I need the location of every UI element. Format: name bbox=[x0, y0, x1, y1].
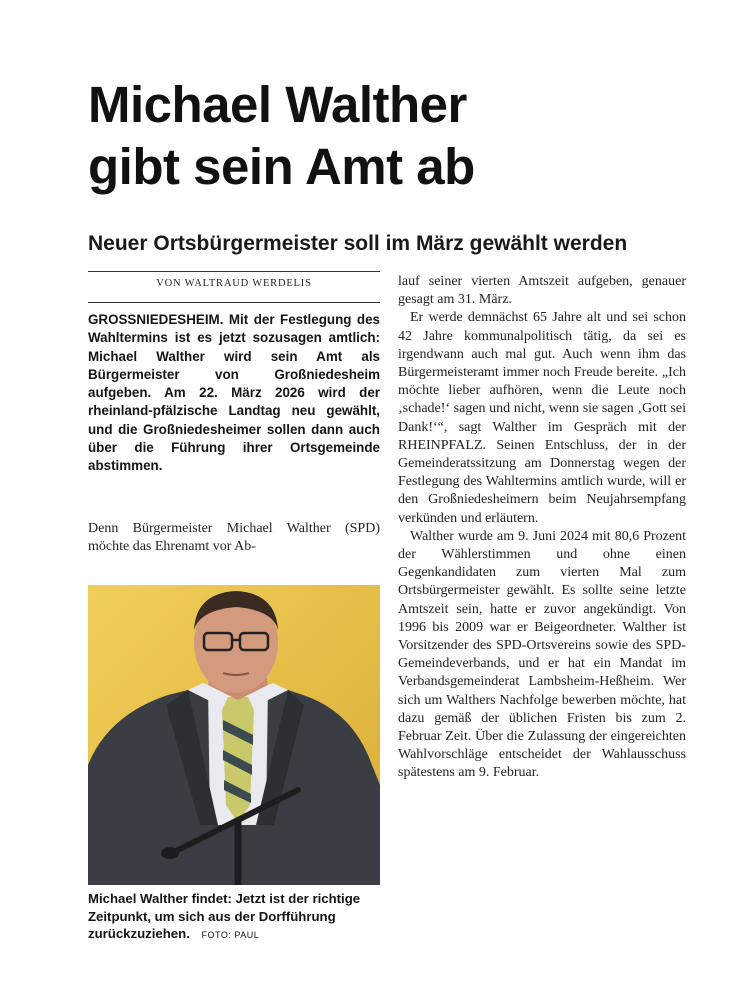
photo-caption bbox=[88, 890, 380, 945]
column-2-paragraph-3: Walther wurde am 9. Juni 2024 mit 80,6 Prozent der Wählerstimmen und ohne einen Gegenkandidaten zum vierten Mal zum Ortsbürgermeister gewählt. Es sollte seine letzte Amtszeit sein, hatte er zuvor angekündigt. Von 1996 bis 2009 war er Beigeordneter. Walther ist Vorsitzender des SPD-Ortsvereins sowie des SPD-Gemeindeverbands, und er hat ein Mandat im Verbandsgemeinderat Lambsheim-Heßheim. Wer sich um Walthers Nachfolge bewerben möchte, hat dazu gemäß der üblichen Fristen bis zum 2. Februar Zeit. Über die Zulassung der eingereichten Wahlvorschläge entscheidet der Wahlausschuss spätestens am 9. Februar. bbox=[398, 528, 686, 781]
byline: VON WALTRAUD WERDELIS bbox=[156, 278, 312, 289]
subheadline: Neuer Ortsbürgermeister soll im März gewählt werden bbox=[88, 232, 628, 255]
lead-text: Mit der Festlegung des Wahltermins ist es jetzt sozusagen amtlich: Michael Walther wird sein Amt als Bürgermeister von Großniedesheim aufgeben. Am 22. März 2026 wird der rheinland-pfälzische Landtag neu gewählt, und die Großniedesheimer sollen dann auch über die Führung ihrer Ortsgemeinde abstimmen. bbox=[88, 312, 380, 474]
headline bbox=[88, 74, 688, 198]
column-2 bbox=[398, 273, 686, 783]
byline-rule-top bbox=[88, 271, 380, 272]
portrait-photo bbox=[88, 585, 380, 885]
column-1-text: Denn Bürgermeister Michael Walther (SPD) möchte das Ehrenamt vor Ab- bbox=[88, 521, 380, 555]
column-2-paragraph-2: Er werde demnächst 65 Jahre alt und sei schon 42 Jahre kommunalpolitisch tätig, da sei es irgendwann auch mal gut. Auch wenn ihm das Bürgermeisteramt immer noch Freude bereite. „Ich möchte lieber aufhören, wenn die Leute noch ‚schade!‘ sagen und nicht, wenn sie sagen ‚Gott sei Dank!‘“, sagt Walther im Gespräch mit der RHEINPFALZ. Seinen Entschluss, der in der Gemeinderatssitzung am Donnerstag wegen der Festlegung des Wahltermins amtlich wurde, will er den Großniedesheimern beim Neujahrsempfang verkünden und erläutern. bbox=[398, 310, 686, 526]
headline-line-2: gibt sein Amt ab bbox=[88, 138, 475, 195]
headline-line-1: Michael Walther bbox=[88, 76, 467, 133]
byline-rule-bottom bbox=[88, 302, 380, 303]
photo-caption-text: Michael Walther findet: Jetzt ist der richtige Zeitpunkt, um sich aus der Dorfführung zurückzuziehen. bbox=[88, 891, 361, 941]
lead-paragraph bbox=[88, 311, 380, 476]
photo-credit: FOTO: PAUL bbox=[201, 930, 260, 940]
column-2-paragraph-1: lauf seiner vierten Amtszeit aufgeben, genauer gesagt am 31. März. bbox=[398, 274, 686, 308]
dateline: GROSSNIEDESHEIM. bbox=[88, 312, 224, 327]
